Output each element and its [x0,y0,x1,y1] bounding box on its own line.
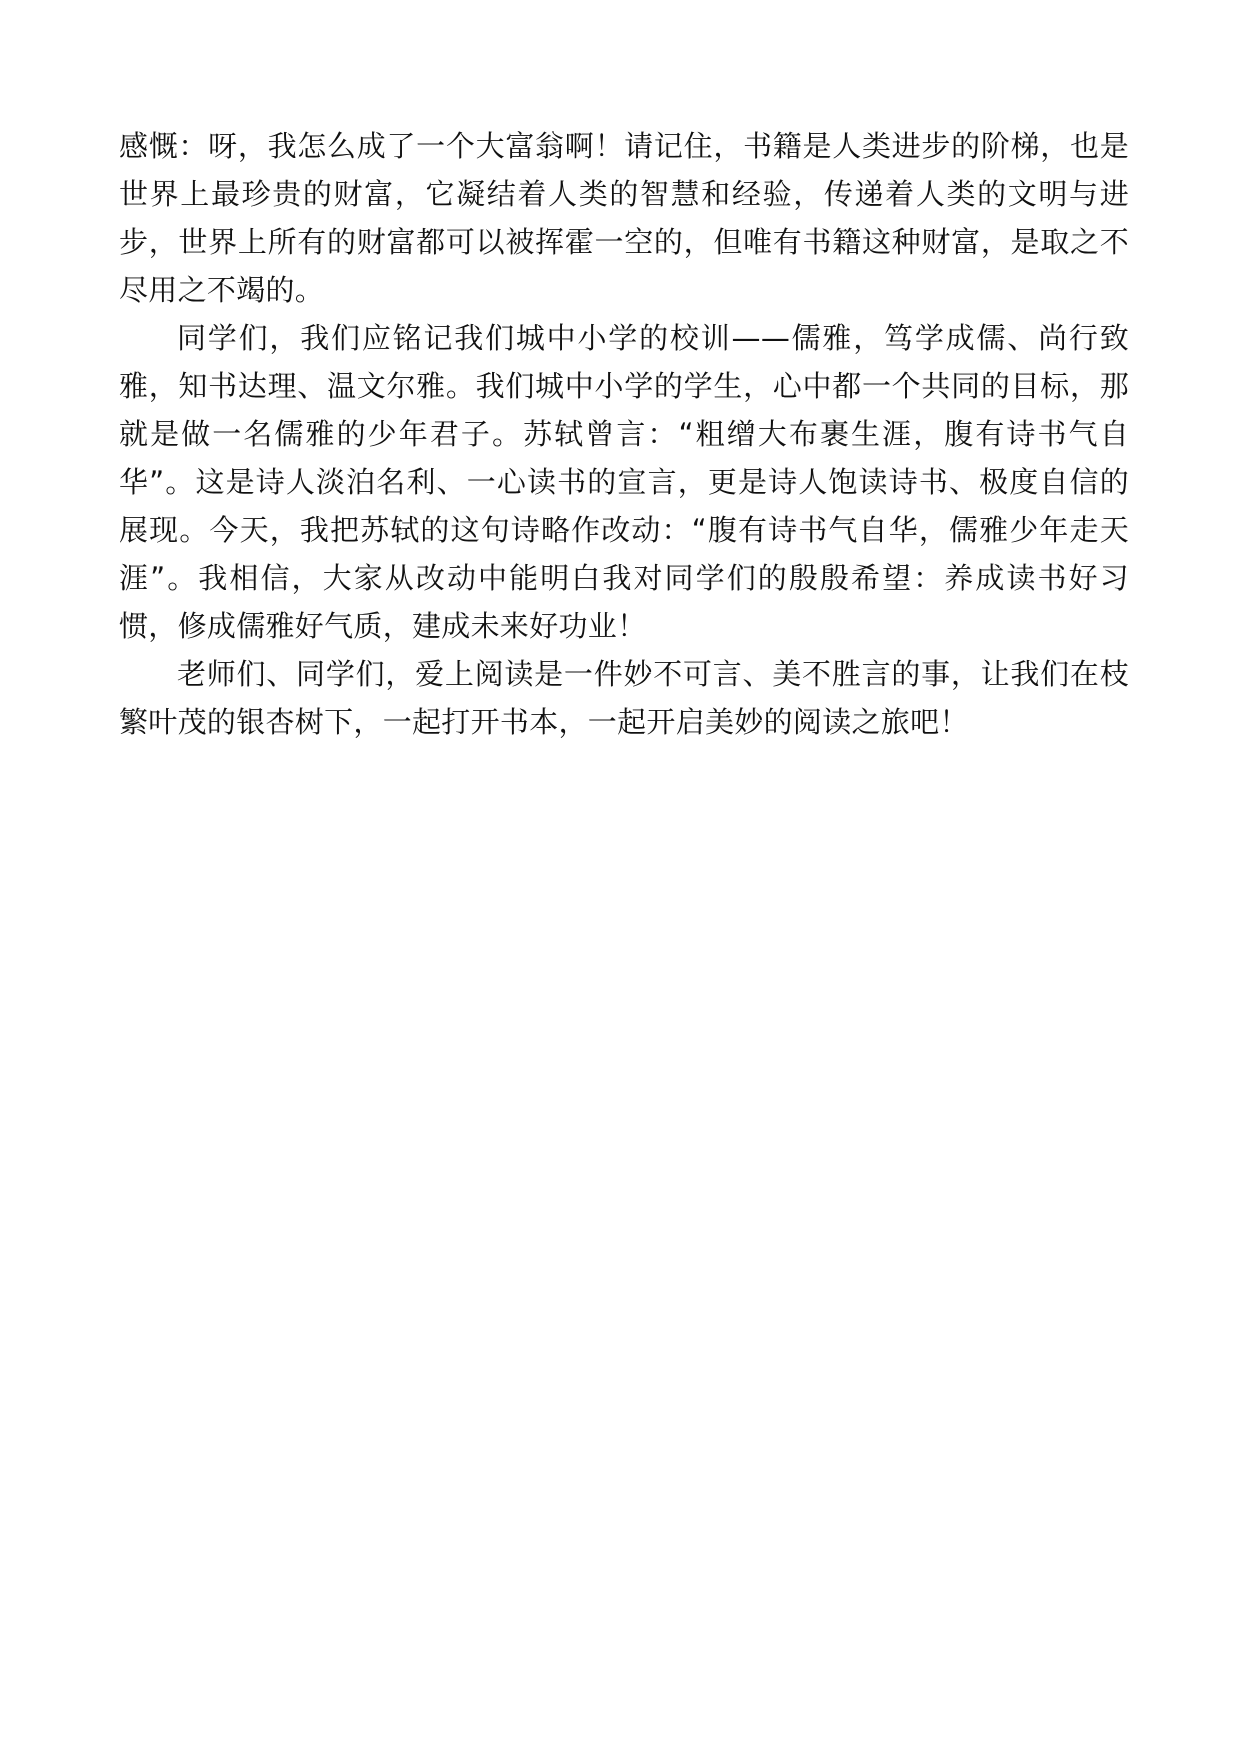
paragraph-continuation: 感慨：呀，我怎么成了一个大富翁啊！请记住，书籍是人类进步的阶梯，也是世界上最珍贵的财富，它凝结着人类的智慧和经验，传递着人类的文明与进步，世界上所有的财富都可以被挥霍一空的，但唯有书籍这种财富，是取之不尽用之不竭的。 [119,129,1129,307]
paragraph-school-motto: 同学们，我们应铭记我们城中小学的校训——儒雅，笃学成儒、尚行致雅，知书达理、温文尔雅。我们城中小学的学生，心中都一个共同的目标，那就是做一名儒雅的少年君子。苏轼曾言：“粗缯大布裹生涯，腹有诗书气自华”。这是诗人淡泊名利、一心读书的宣言，更是诗人饱读诗书、极度自信的展现。今天，我把苏轼的这句诗略作改动：“腹有诗书气自华，儒雅少年走天涯”。我相信，大家从改动中能明白我对同学们的殷殷希望：养成读书好习惯，修成儒雅好气质，建成未来好功业！ [119,321,1129,643]
paragraph-closing: 老师们、同学们，爱上阅读是一件妙不可言、美不胜言的事，让我们在枝繁叶茂的银杏树下，一起打开书本，一起开启美妙的阅读之旅吧！ [119,657,1129,739]
document-body [119,122,1129,746]
